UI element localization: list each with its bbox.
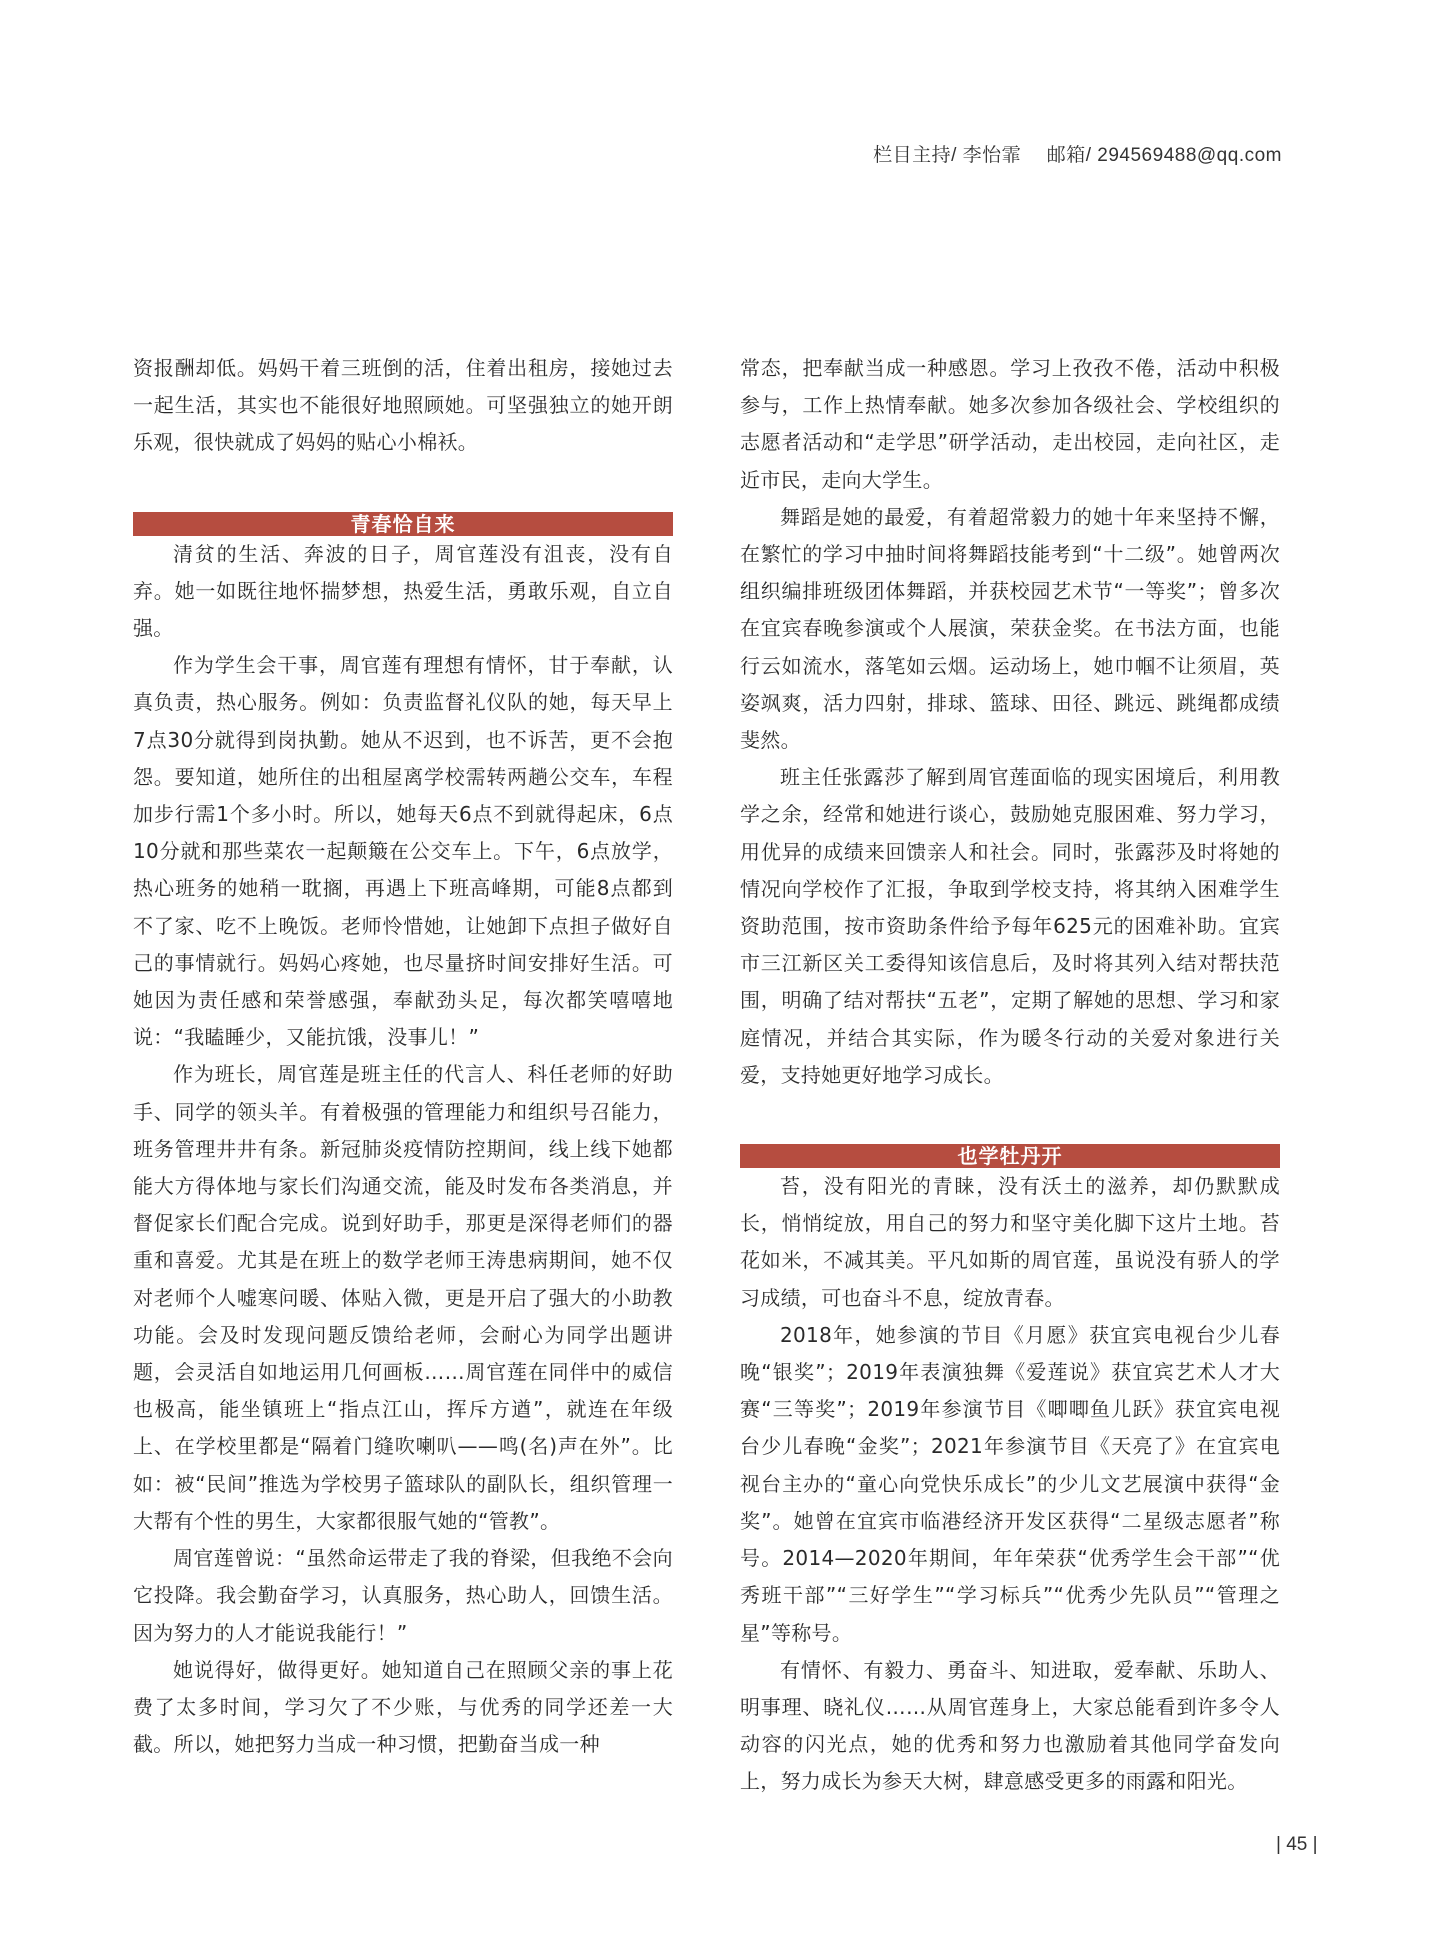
column-header: [873, 140, 1282, 167]
paragraph: 有情怀、有毅力、勇奋斗、知进取，爱奉献、乐助人、明事理、晓礼仪……从周官莲身上，大家总能看到许多令人动容的闪光点，她的优秀和努力也激励着其他同学奋发向上，努力成长为参天大树，肆意感受更多的雨露和阳光。: [740, 1657, 1280, 1794]
paragraph: 周官莲曾说：“虽然命运带走了我的脊梁，但我绝不会向它投降。我会勤奋学习，认真服务，热心助人，回馈生活。因为努力的人才能说我能行！”: [133, 1546, 673, 1645]
left-column: [133, 350, 673, 1763]
paragraph: 她说得好，做得更好。她知道自己在照顾父亲的事上花费了太多时间，学习欠了不少账，与优秀的同学还差一大截。所以，她把努力当成一种习惯，把勤奋当成一种: [133, 1657, 673, 1757]
page-number: | 45 |: [1276, 1834, 1318, 1855]
right-column: [740, 350, 1280, 1801]
paragraph: 2018年，她参演的节目《月愿》获宜宾电视台少儿春晚“银奖”；2019年表演独舞《爱莲说》获宜宾艺术人才大赛“三等奖”；2019年参演节目《唧唧鱼儿跃》获宜宾电视台少儿春晚“金奖”；2021年参演节目《天亮了》在宜宾电视台主办的“童心向党快乐成长”的少儿文艺展演中获得“金奖”。她曾在宜宾市临港经济开发区获得“二星级志愿者”称号。2014—2020年期间，年年荣获“优秀学生会干部”“优秀班干部”“三好学生”“学习标兵”“优秀少先队员”“管理之星”等称号。: [740, 1322, 1280, 1645]
paragraph: 作为学生会干事，周官莲有理想有情怀，甘于奉献，认真负责，热心服务。例如：负责监督礼仪队的她，每天早上7点30分就得到岗执勤。她从不迟到，也不诉苦，更不会抱怨。要知道，她所住的出租屋离学校需转两趟公交车，车程加步行需1个多小时。所以，她每天6点不到就得起床，6点10分就和那些菜农一起颠簸在公交车上。下午，6点放学，热心班务的她稍一耽搁，再遇上下班高峰期，可能8点都到不了家、吃不上晚饭。老师怜惜她，让她卸下点担子做好自己的事情就行。妈妈心疼她，也尽量挤时间安排好生活。可她因为责任感和荣誉感强，奉献劲头足，每次都笑嘻嘻地说：“我瞌睡少，又能抗饿，没事儿！”: [133, 653, 673, 1050]
paragraph: 班主任张露莎了解到周官莲面临的现实困境后，利用教学之余，经常和她进行谈心，鼓励她克服困难、努力学习，用优异的成绩来回馈亲人和社会。同时，张露莎及时将她的情况向学校作了汇报，争取到学校支持，将其纳入困难学生资助范围，按市资助条件给予每年625元的困难补助。宜宾市三江新区关工委得知该信息后，及时将其列入结对帮扶范围，明确了结对帮扶“五老”，定期了解她的思想、学习和家庭情况，并结合其实际，作为暖冬行动的关爱对象进行关爱，支持她更好地学习成长。: [740, 765, 1280, 1087]
editor-email: 邮箱/ 294569488@qq.com: [1046, 145, 1282, 166]
section-heading: 也学牡丹开: [740, 1144, 1280, 1168]
paragraph: 清贫的生活、奔波的日子，周官莲没有沮丧，没有自弃。她一如既往地怀揣梦想，热爱生活，勇敢乐观，自立自强。: [133, 541, 673, 641]
paragraph: 舞蹈是她的最爱，有着超常毅力的她十年来坚持不懈，在繁忙的学习中抽时间将舞蹈技能考到“十二级”。她曾两次组织编排班级团体舞蹈，并获校园艺术节“一等奖”；曾多次在宜宾春晚参演或个人展演，荣获金奖。在书法方面，也能行云如流水，落笔如云烟。运动场上，她巾帼不让须眉，英姿飒爽，活力四射，排球、篮球、田径、跳远、跳绳都成绩斐然。: [740, 504, 1280, 753]
column-host: 栏目主持/ 李怡霏: [873, 145, 1022, 166]
paragraph: 常态，把奉献当成一种感恩。学习上孜孜不倦，活动中积极参与，工作上热情奉献。她多次参加各级社会、学校组织的志愿者活动和“走学思”研学活动，走出校园，走向社区，走近市民，走向大学生。: [740, 356, 1280, 492]
paragraph: 作为班长，周官莲是班主任的代言人、科任老师的好助手、同学的领头羊。有着极强的管理能力和组织号召能力，班务管理井井有条。新冠肺炎疫情防控期间，线上线下她都能大方得体地与家长们沟通交流，能及时发布各类消息，并督促家长们配合完成。说到好助手，那更是深得老师们的器重和喜爱。尤其是在班上的数学老师王涛患病期间，她不仅对老师个人嘘寒问暖、体贴入微，更是开启了强大的小助教功能。会及时发现问题反馈给老师，会耐心为同学出题讲题，会灵活自如地运用几何画板……周官莲在同伴中的威信也极高，能坐镇班上“指点江山，挥斥方遒”，就连在年级上、在学校里都是“隔着门缝吹喇叭——鸣(名)声在外”。比如：被“民间”推选为学校男子篮球队的副队长，组织管理一大帮有个性的男生，大家都很服气她的“管教”。: [133, 1062, 673, 1533]
paragraph: 苔，没有阳光的青睐，没有沃土的滋养，却仍默默成长，悄悄绽放，用自己的努力和坚守美化脚下这片土地。苔花如米，不减其美。平凡如斯的周官莲，虽说没有骄人的学习成绩，可也奋斗不息，绽放青春。: [740, 1174, 1280, 1310]
section-heading: 青春恰自来: [133, 512, 673, 536]
paragraph: 资报酬却低。妈妈干着三班倒的活，住着出租房，接她过去一起生活，其实也不能很好地照顾她。可坚强独立的她开朗乐观，很快就成了妈妈的贴心小棉袄。: [133, 356, 673, 455]
